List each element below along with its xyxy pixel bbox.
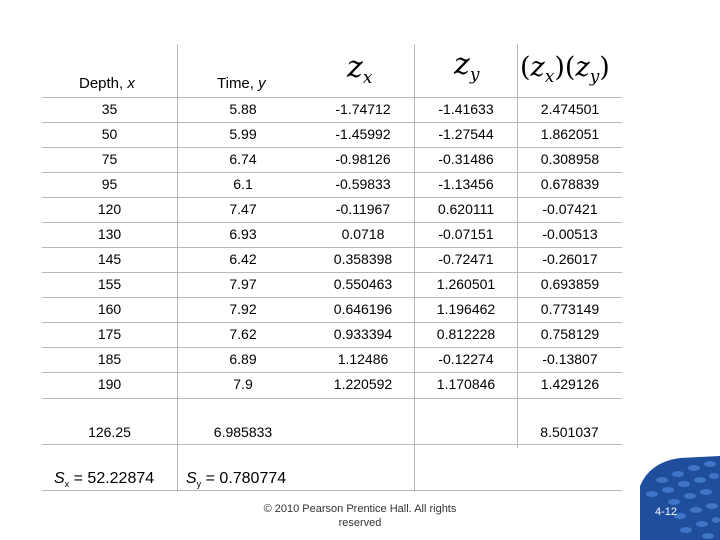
sx-value: = 52.22874 [73,470,155,487]
cell-depth: 160 [97,301,122,317]
cell-zx: 0.0718 [341,226,385,242]
zxzy-symbol-1: z [530,52,545,83]
cell-zx: -1.45992 [335,126,391,142]
zxzy-subscript-1: x [544,67,555,87]
cell-depth: 95 [101,176,118,192]
cell-product: 1.429126 [540,376,600,392]
header-zy [454,47,480,90]
zx-symbol: z [347,50,363,85]
cell-time: 7.47 [229,201,257,217]
header-zxzy [520,53,610,92]
cell-product: -0.13807 [542,351,598,367]
zxzy-subscript-2: y [589,67,600,87]
cell-product: -0.26017 [542,251,598,267]
cell-zx: 0.646196 [333,301,393,317]
sy-symbol: S [186,470,197,487]
sy-value: = 0.780774 [205,470,287,487]
cell-zy: -0.72471 [438,251,494,267]
cell-zy: 0.620111 [437,201,495,217]
cell-depth: 50 [101,126,118,142]
cell-product: 1.862051 [540,126,600,142]
header-time-label: Time, [217,75,254,92]
mean-y: 6.985833 [213,424,273,440]
cell-product: 0.308958 [540,151,600,167]
header-depth [79,75,135,92]
cell-time: 6.89 [229,351,257,367]
cell-depth: 190 [97,376,122,392]
cell-product: 0.758129 [540,326,600,342]
cell-zx: 0.933394 [333,326,393,342]
cell-time: 7.62 [229,326,257,342]
cell-time: 5.88 [229,101,257,117]
cell-time: 6.42 [229,251,257,267]
cell-product: 2.474501 [540,101,600,117]
cell-time: 7.9 [233,376,253,392]
column-divider [517,44,518,448]
paren-open: ( [520,52,531,83]
cell-product: 0.693859 [540,276,600,292]
page-number: 4-12 [654,506,678,518]
cell-depth: 145 [97,251,122,267]
column-divider [177,44,178,492]
cell-zy: 0.812228 [436,326,496,342]
cell-zx: 1.12486 [337,351,389,367]
header-zx [347,50,373,93]
cell-time: 6.1 [233,176,253,192]
cell-zx: 0.550463 [333,276,393,292]
page-corner-graphic [640,456,720,540]
cell-zy: 1.196462 [436,301,496,317]
zx-subscript: x [362,68,373,88]
cell-zx: -1.74712 [335,101,391,117]
cell-product: 0.678839 [540,176,600,192]
cell-depth: 175 [97,326,122,342]
cell-zy: 1.260501 [436,276,496,292]
cell-product: -0.07421 [542,201,598,217]
cell-depth: 75 [101,151,118,167]
sx-symbol: S [54,470,65,487]
cell-zx: 1.220592 [333,376,393,392]
copyright-line-1: © 2010 Pearson Prentice Hall. All rights [263,503,457,515]
cell-zy: -1.27544 [438,126,494,142]
cell-zx: -0.59833 [335,176,391,192]
cell-time: 5.99 [229,126,257,142]
cell-zy: -0.07151 [438,226,494,242]
cell-time: 7.92 [229,301,257,317]
cell-zy: 1.170846 [436,376,496,392]
cell-depth: 155 [97,276,122,292]
sx-subscript: x [64,479,70,490]
cell-zy: -0.12274 [438,351,494,367]
sd-x [54,470,154,489]
copyright-line-2: reserved [338,517,382,529]
cell-zx: -0.11967 [335,201,391,217]
cell-product: 0.773149 [540,301,600,317]
cell-depth: 130 [97,226,122,242]
copyright [260,502,460,530]
header-depth-label: Depth, [79,75,124,92]
paren-close: ) [599,52,610,83]
cell-time: 6.93 [229,226,257,242]
cell-zy: -0.31486 [438,151,494,167]
column-divider [414,44,415,492]
cell-zx: -0.98126 [335,151,391,167]
mean-x: 126.25 [88,424,131,440]
cell-depth: 120 [97,201,122,217]
cell-zy: -1.41633 [438,101,494,117]
cell-zx: 0.358398 [333,251,393,267]
dot-pattern-icon [640,456,720,540]
cell-depth: 185 [97,351,122,367]
paren-mid: )( [554,52,576,83]
sy-subscript: y [196,479,202,490]
zy-symbol: z [454,47,470,82]
header-time [217,75,266,92]
cell-time: 7.97 [229,276,257,292]
cell-product: -0.00513 [542,226,598,242]
sd-y [186,470,286,489]
zxzy-symbol-2: z [575,52,590,83]
row-divider [42,398,622,399]
row-divider [42,490,622,491]
header-depth-var: x [127,75,135,92]
cell-time: 6.74 [229,151,257,167]
header-time-var: y [258,75,266,92]
zy-subscript: y [469,65,480,85]
cell-depth: 35 [101,101,118,117]
mean-product: 8.501037 [540,424,599,440]
cell-zy: -1.13456 [438,176,494,192]
